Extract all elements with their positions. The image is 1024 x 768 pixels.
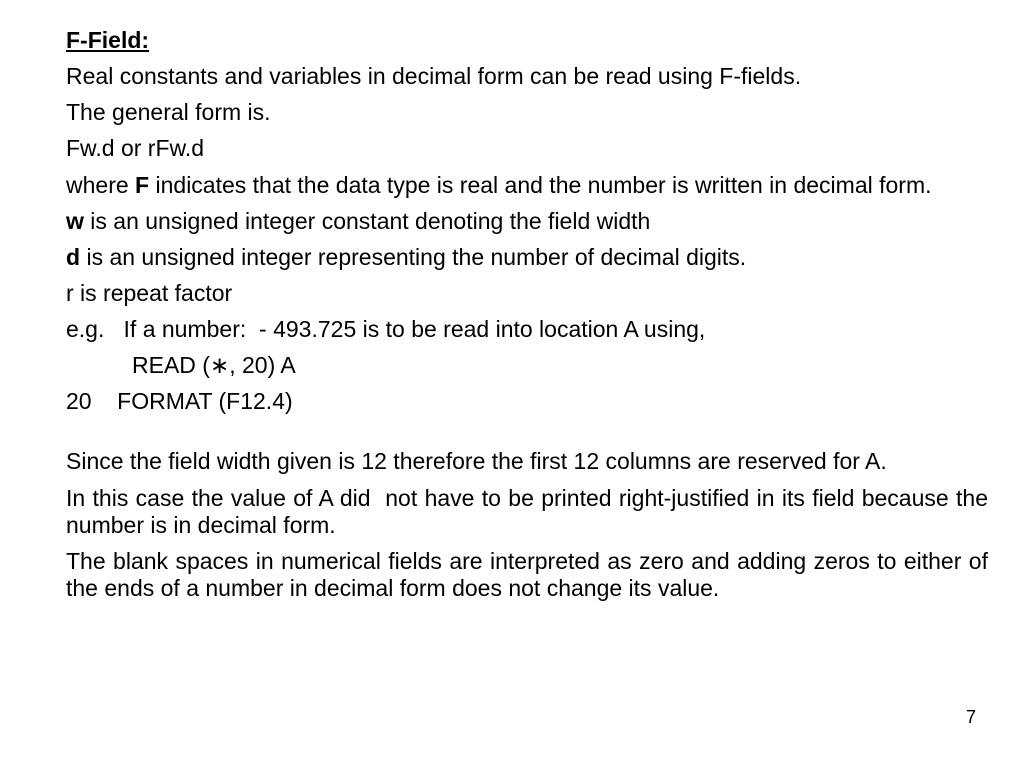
where-bold-term: F <box>135 171 150 198</box>
spacer <box>66 424 988 448</box>
slide-content <box>66 27 988 611</box>
blank-spaces-paragraph: The blank spaces in numerical fields are interpreted as zero and adding zeros to either of the ends of a number in decimal form does not change its value. <box>66 547 988 601</box>
d-bold-term: d <box>66 243 81 270</box>
where-description: indicates that the data type is real and the number is written in decimal form. <box>149 171 932 198</box>
intro-text: Real constants and variables in decimal form can be read using F-fields. <box>66 63 802 90</box>
read-statement: READ (∗, 20) A <box>132 352 296 379</box>
general-form-label: The general form is. <box>66 99 271 126</box>
general-form: Fw.d or rFw.d <box>66 135 205 162</box>
w-description: is an unsigned integer constant denoting the field width <box>83 207 651 234</box>
slide-heading: F-Field: <box>66 27 150 53</box>
page-number: 7 <box>965 707 976 727</box>
since-paragraph: Since the field width given is 12 therefore the first 12 columns are reserved for A. <box>66 448 887 475</box>
w-bold-term: w <box>66 207 84 234</box>
where-prefix: where <box>66 171 136 198</box>
w-definition <box>66 208 988 235</box>
r-definition: r is repeat factor <box>66 279 233 306</box>
case-paragraph: In this case the value of A did not have to be printed right-justified in its field because the number is in decimal form. <box>66 484 988 538</box>
format-statement: 20 FORMAT (F12.4) <box>66 388 293 415</box>
where-paragraph <box>66 172 988 199</box>
example-line: e.g. If a number: - 493.725 is to be read into location A using, <box>66 316 706 342</box>
d-description: is an unsigned integer representing the number of decimal digits. <box>80 243 747 270</box>
d-definition <box>66 244 988 271</box>
